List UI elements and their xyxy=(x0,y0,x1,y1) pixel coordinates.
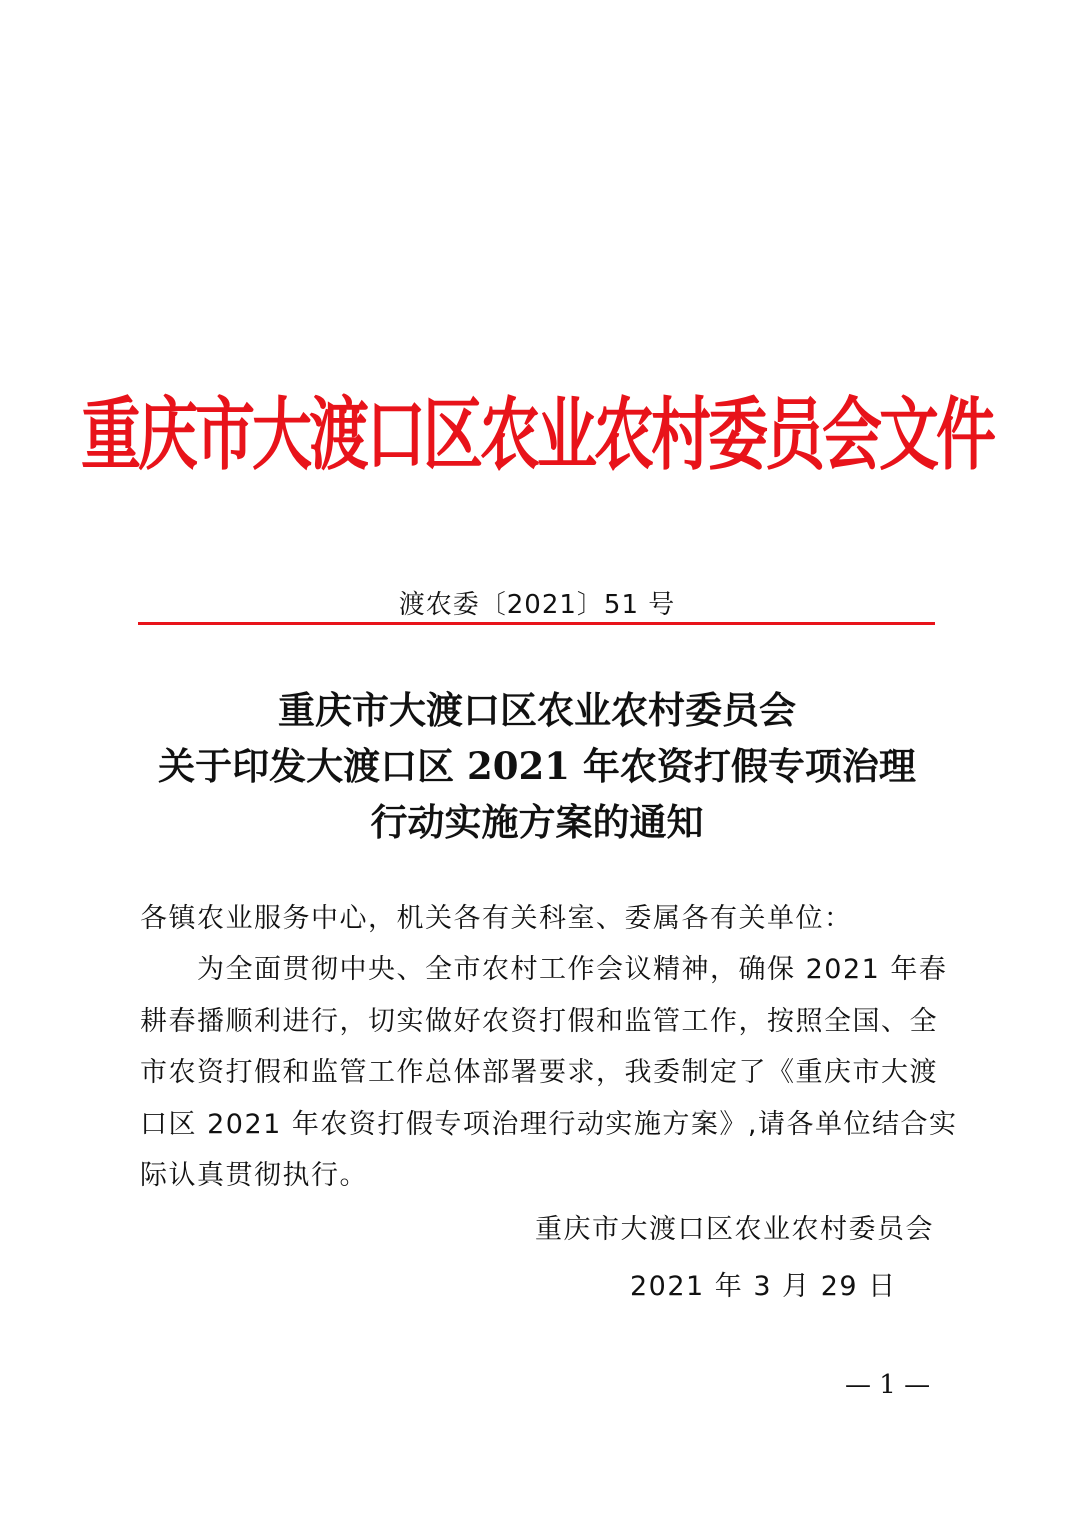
body-paragraph-line: 为全面贯彻中央、全市农村工作会议精神，确保 2021 年春 xyxy=(140,954,948,985)
notice-title xyxy=(0,682,1074,850)
issue-date: 2021 年 3 月 29 日 xyxy=(630,1271,897,1302)
body-paragraph-line: 际认真贯彻执行。 xyxy=(140,1160,368,1191)
body-paragraph xyxy=(140,944,958,1202)
document-header-title: 重庆市大渡口区农业农村委员会文件 xyxy=(81,389,993,482)
document-number: 渡农委〔2021〕51 号 xyxy=(398,590,676,620)
red-divider-line xyxy=(138,622,935,625)
notice-title-line: 关于印发大渡口区 2021 年农资打假专项治理 xyxy=(158,744,916,788)
issuer-signature: 重庆市大渡口区农业农村委员会 xyxy=(535,1214,934,1245)
addressee-line: 各镇农业服务中心，机关各有关科室、委属各有关单位： xyxy=(140,903,853,934)
body-paragraph-line: 市农资打假和监管工作总体部署要求，我委制定了《重庆市大渡 xyxy=(140,1057,938,1088)
notice-title-line: 重庆市大渡口区农业农村委员会 xyxy=(278,688,796,732)
notice-title-line: 行动实施方案的通知 xyxy=(370,800,704,844)
body-paragraph-line: 口区 2021 年农资打假专项治理行动实施方案》,请各单位结合实 xyxy=(140,1108,958,1140)
page-number: — 1 — xyxy=(845,1370,931,1400)
body-paragraph-line: 耕春播顺利进行，切实做好农资打假和监管工作，按照全国、全 xyxy=(140,1005,938,1037)
